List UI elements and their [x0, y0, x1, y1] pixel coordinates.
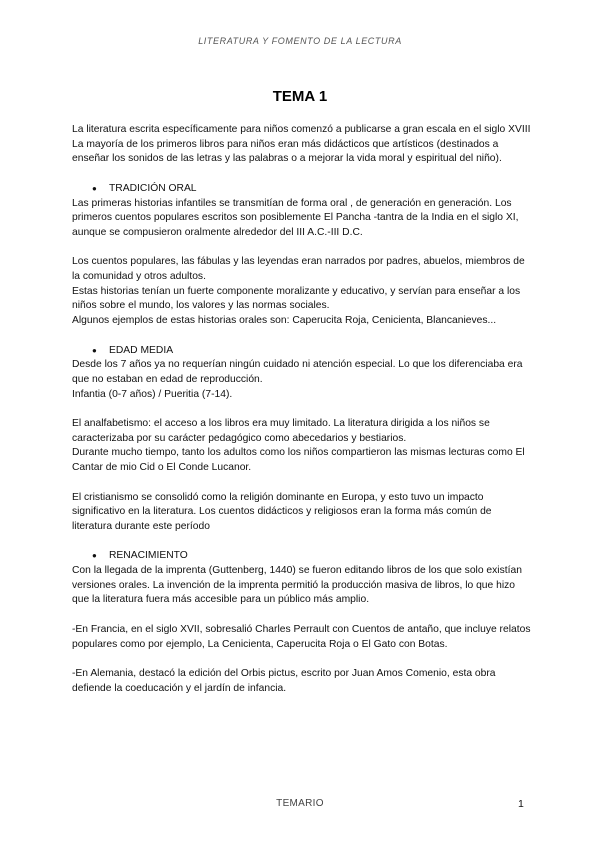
section-paragraph: -En Alemania, destacó la edición del Orbis pictus, escrito por Juan Amos Comenio, esta obra defiende la coeducación y el jardín de infancia.: [72, 667, 496, 694]
section-paragraph: Durante mucho tiempo, tanto los adultos como los niños compartieron las mismas lecturas como El Cantar de mio Cid o El Conde Lucanor.: [72, 447, 525, 474]
section-paragraph: El cristianismo se consolidó como la religión dominante en Europa, y esto tuvo un impacto significativo en la literatura. Los cuentos didácticos y religiosos eran la forma más común de literatura durante este período: [72, 491, 492, 532]
running-header: LITERATURA Y FOMENTO DE LA LECTURA: [198, 36, 402, 46]
bullet-icon: ●: [92, 551, 97, 561]
bullet-icon: ●: [92, 345, 97, 355]
section-heading-tradicion-oral: ● TRADICIÓN ORAL: [92, 182, 532, 197]
section-paragraph: El analfabetismo: el acceso a los libros era muy limitado. La literatura dirigida a los niños se caracterizaba por su carácter pedagógico como abecedarios y bestiarios.: [72, 418, 490, 444]
footer-label: TEMARIO: [276, 798, 324, 809]
section-paragraph: Infantia (0-7 años) / Pueritia (7-14).: [72, 388, 233, 400]
section-paragraph: Los cuentos populares, las fábulas y las leyendas eran narrados por padres, abuelos, miembros de la comunidad y otros adultos.: [72, 256, 525, 282]
section-heading-edad-media: ● EDAD MEDIA: [92, 344, 532, 359]
section-paragraph: Estas historias tenían un fuerte componente moralizante y educativo, y servían para enseñar a los niños sobre el mundo, los valores y las normas sociales.: [72, 285, 521, 312]
section-paragraph: Desde los 7 años ya no requerían ningún cuidado ni atención especial. Lo que los diferenciaba era que no estaban en edad de reproducción.: [72, 359, 523, 385]
page-number: 1: [518, 798, 524, 810]
document-body: [72, 123, 532, 696]
section-paragraph: Las primeras historias infantiles se transmitían de forma oral , de generación en generación. Los primeros cuentos populares escritos son posiblemente El Pancha -tantra de la India en el siglo XI, aunque se compusieron oralmente alrededor del III A.C.-III D.C.: [72, 197, 519, 238]
page-title: TEMA 1: [272, 88, 328, 105]
section-heading-renacimiento: ● RENACIMIENTO: [92, 549, 532, 564]
section-paragraph: Algunos ejemplos de estas historias orales son: Caperucita Roja, Cenicienta, Blancanieves...: [72, 315, 497, 327]
intro-paragraph: La literatura escrita específicamente para niños comenzó a publicarse a gran escala en el siglo XVIII: [72, 124, 531, 135]
bullet-icon: ●: [92, 183, 97, 193]
section-paragraph: Con la llegada de la imprenta (Guttenberg, 1440) se fueron editando libros de los que solo existían versiones orales. La invención de la imprenta permitió la producción masiva de libros, lo que hizo que la literatura fuera más accesible para un público más amplio.: [72, 565, 522, 606]
section-paragraph: -En Francia, en el siglo XVII, sobresalió Charles Perrault con Cuentos de antaño, que incluye relatos populares como por ejemplo, La Cenicienta, Caperucita Roja o El Gato con Botas.: [72, 623, 531, 650]
intro-paragraph: La mayoría de los primeros libros para niños eran más didácticos que artísticos (destinados a enseñar los sonidos de las letras y las palabras o a mejorar la vida moral y espiritual del niño).: [72, 138, 502, 165]
